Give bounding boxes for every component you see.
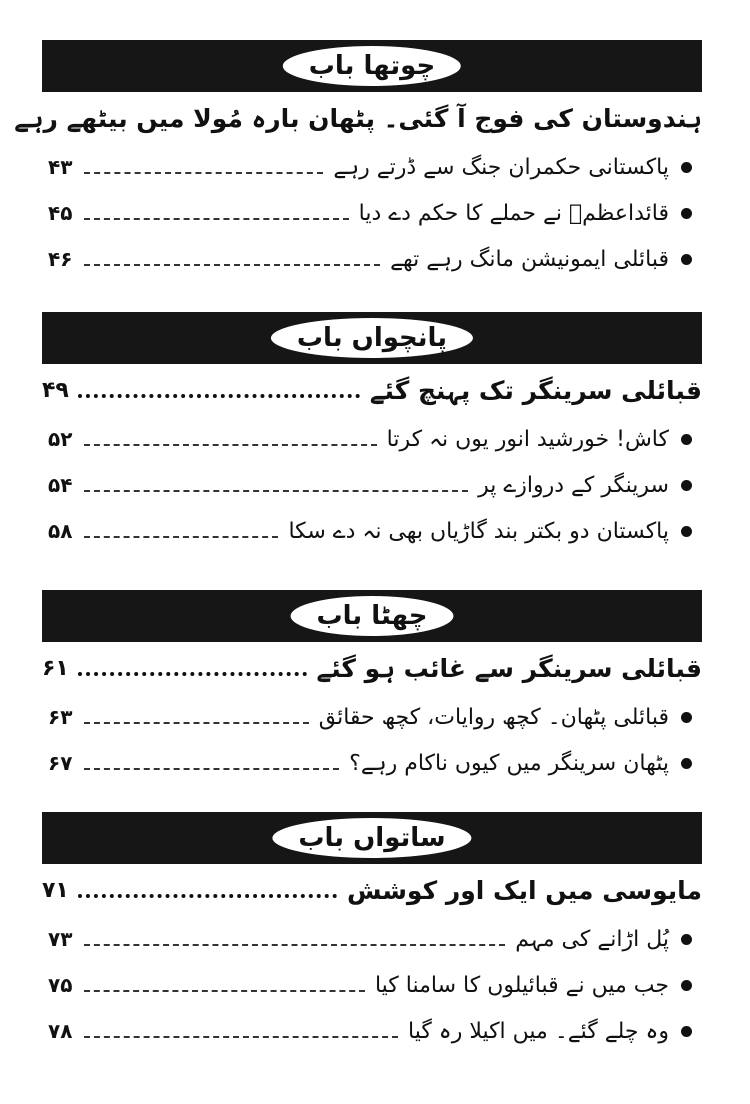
chapter-title: چوتھا باب <box>280 43 464 89</box>
entry-title: پٹھان سرینگر میں کیوں ناکام رہے؟ <box>349 750 669 776</box>
leader-dots <box>84 1036 398 1038</box>
page-number: ۷۱ <box>42 877 69 903</box>
bullet-icon <box>681 758 692 769</box>
entry-title: قبائلی ایمونیشن مانگ رہے تھے <box>390 246 669 272</box>
toc-entry[interactable] <box>42 236 702 282</box>
page-number: ۵۸ <box>48 519 73 543</box>
bullet-icon <box>681 980 692 991</box>
page-number: ۶۷ <box>48 751 73 775</box>
entry-title: قائداعظمؒ نے حملے کا حکم دے دیا <box>358 200 669 226</box>
entry-title: سرینگر کے دروازے پر <box>478 472 669 498</box>
toc-entry[interactable] <box>42 962 702 1008</box>
leader-dots <box>78 394 360 398</box>
leader-dots <box>84 722 309 724</box>
leader-dots <box>84 218 349 220</box>
entry-title: کاش! خورشید انور یوں نہ کرتا <box>386 426 669 452</box>
page-number: ۶۳ <box>48 705 73 729</box>
toc-entry[interactable] <box>42 416 702 462</box>
page-number: ۷۵ <box>48 973 73 997</box>
chapter-title: پانچواں باب <box>268 315 476 361</box>
entry-title: جب میں نے قبائیلوں کا سامنا کیا <box>374 972 669 998</box>
toc-entry[interactable] <box>42 694 702 740</box>
page-number: ۶۱ <box>42 655 69 681</box>
entry-title: پُل اڑانے کی مہم <box>515 926 669 952</box>
chapter-title: چھٹا باب <box>288 593 457 639</box>
page-number: ۷۸ <box>48 1019 73 1043</box>
page-number: ۷۳ <box>48 927 73 951</box>
leader-dots <box>84 944 505 946</box>
chapter-banner <box>42 312 702 364</box>
entry-title: ہندوستان کی فوج آ گئی۔ پٹھان بارہ مُولا میں بیٹھے رہے <box>14 103 702 133</box>
bullet-icon <box>681 712 692 723</box>
toc-entry-main[interactable] <box>14 92 702 144</box>
entry-title: پاکستان دو بکتر بند گاڑیاں بھی نہ دے سکا <box>288 518 669 544</box>
chapter-6 <box>42 590 702 786</box>
page-number: ۵۲ <box>48 427 73 451</box>
bullet-icon <box>681 162 692 173</box>
entry-title: پاکستانی حکمران جنگ سے ڈرتے رہے <box>333 154 669 180</box>
page-number: ۴۵ <box>48 201 73 225</box>
toc-entry[interactable] <box>42 508 702 554</box>
page-number: ۵۴ <box>48 473 73 497</box>
chapter-banner <box>42 590 702 642</box>
toc-entry[interactable] <box>42 916 702 962</box>
leader-dots <box>84 490 468 492</box>
entry-title: قبائلی سرینگر سے غائب ہو گئے <box>316 653 702 683</box>
toc-entry-main[interactable] <box>42 864 702 916</box>
leader-dots <box>84 768 339 770</box>
toc-entry[interactable] <box>42 740 702 786</box>
toc-entry[interactable] <box>42 144 702 190</box>
chapter-banner <box>42 40 702 92</box>
chapter-4 <box>14 40 702 282</box>
leader-dots <box>84 264 380 266</box>
entry-title: قبائلی پٹھان۔ کچھ روایات، کچھ حقائق <box>318 704 669 730</box>
bullet-icon <box>681 254 692 265</box>
entry-title: قبائلی سرینگر تک پہنچ گئے <box>369 375 702 405</box>
toc-entry[interactable] <box>42 462 702 508</box>
page-number: ۴۶ <box>48 247 73 271</box>
bullet-icon <box>681 526 692 537</box>
bullet-icon <box>681 934 692 945</box>
bullet-icon <box>681 480 692 491</box>
toc-entry-main[interactable] <box>42 364 702 416</box>
toc-entry[interactable] <box>42 190 702 236</box>
page-number: ۴۹ <box>42 377 69 403</box>
page-number: ۴۳ <box>48 155 73 179</box>
chapter-title: ساتواں باب <box>269 815 474 861</box>
entry-title: وہ چلے گئے۔ میں اکیلا رہ گیا <box>408 1018 669 1044</box>
toc-entry[interactable] <box>42 1008 702 1054</box>
leader-dots <box>78 894 337 898</box>
leader-dots <box>84 536 278 538</box>
entry-title: مایوسی میں ایک اور کوشش <box>347 875 702 905</box>
chapter-7 <box>42 812 702 1054</box>
bullet-icon <box>681 434 692 445</box>
bullet-icon <box>681 1026 692 1037</box>
leader-dots <box>78 672 307 676</box>
chapter-5 <box>42 312 702 554</box>
leader-dots <box>84 990 365 992</box>
chapter-banner <box>42 812 702 864</box>
toc-entry-main[interactable] <box>42 642 702 694</box>
bullet-icon <box>681 208 692 219</box>
leader-dots <box>84 172 323 174</box>
leader-dots <box>84 444 377 446</box>
